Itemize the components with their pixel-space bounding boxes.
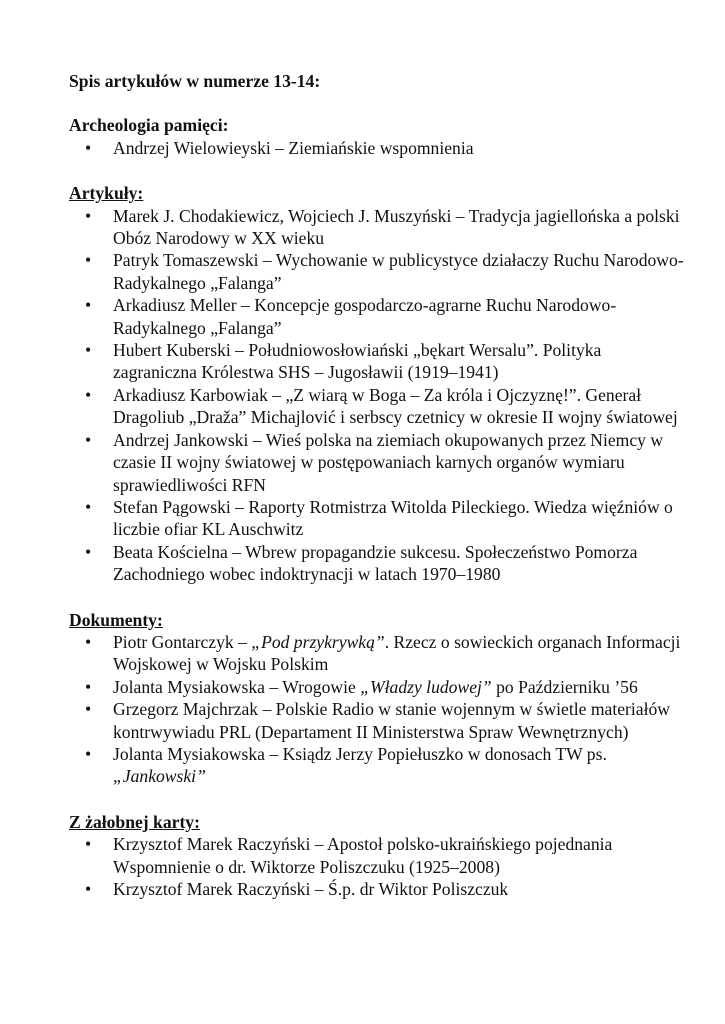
article-text: Andrzej Jankowski – Wieś polska na ziemiach okupowanych przez Niemcy w czasie II wojny światowej w postępowaniach karnych organów wymiaru sprawiedliwości RFN [113,429,664,495]
bullet-icon: • [85,429,92,450]
italic-title-text: „Jankowski” [113,766,206,787]
article-text: Hubert Kuberski – Południowosłowiański „bękart Wersalu”. Polityka zagraniczna Królestwa SHS – Jugosławii (1919–1941) [113,340,602,383]
section-heading: Z żałobnej karty: [69,811,200,832]
article-item [69,294,689,339]
article-item [69,205,689,250]
sections-container [69,114,689,900]
article-item [69,339,689,384]
article-item [69,496,689,541]
article-text: Arkadiusz Karbowiak – „Z wiarą w Boga – Za króla i Ojczyznę!”. Generał Dragoliub „Draža” Michajlović i serbscy czetnicy w okresie II wojny światowej [113,384,678,428]
bullet-icon: • [85,631,92,652]
bullet-icon: • [85,295,92,316]
bullet-icon: • [85,137,92,158]
article-item [69,833,689,878]
section-heading: Artykuły: [69,183,144,204]
italic-title-text: „Pod przykrywką” [251,631,385,652]
article-item [69,137,689,159]
article-item [69,743,689,788]
bullet-icon: • [85,496,92,517]
article-text: Grzegorz Majchrzak – Polskie Radio w stanie wojennym w świetle materiałów kontrwywiadu PRL (Departament II Ministerstwa Spraw Wewnętrznych) [113,699,670,742]
bullet-icon: • [85,340,92,361]
article-text: Arkadiusz Meller – Koncepcje gospodarczo-agrarne Ruchu Narodowo-Radykalnego „Falanga” [113,295,617,338]
article-text: . Rzecz o sowieckich organach Informacji Wojskowej w Wojsku Polskim [113,631,681,675]
article-text: Krzysztof Marek Raczyński – Apostoł polsko-ukraińskiego pojednania Wspomnienie o dr. Wiktorze Poliszczuku (1925–2008) [113,834,613,877]
article-item [69,429,689,496]
article-text: Beata Kościelna – Wbrew propagandzie sukcesu. Społeczeństwo Pomorza Zachodniego wobec indoktrynacji w latach 1970–1980 [113,541,638,585]
article-list [69,205,689,586]
article-text: po Październiku ’56 [491,676,638,697]
bullet-icon: • [85,384,92,405]
article-list [69,833,689,900]
document-page [69,70,689,900]
article-item [69,384,689,429]
italic-title-text: „Władzy ludowej” [360,676,492,697]
article-text: Jolanta Mysiakowska – Ksiądz Jerzy Popiełuszko w donosach TW ps. [113,743,607,764]
article-text: Piotr Gontarczyk – [113,631,252,652]
article-item [69,249,689,294]
bullet-icon: • [85,699,92,720]
article-item [69,541,689,586]
article-item [69,631,689,676]
bullet-icon: • [85,743,92,764]
section-heading: Dokumenty: [69,609,163,630]
article-text: Krzysztof Marek Raczyński – Ś.p. dr Wiktor Poliszczuk [113,879,509,899]
document-title: Spis artykułów w numerze 13-14: [69,71,321,91]
article-text: Andrzej Wielowieyski – Ziemiańskie wspomnienia [113,137,474,158]
article-item [69,676,689,698]
bullet-icon: • [85,676,92,697]
bullet-icon: • [85,205,92,226]
article-text: Patryk Tomaszewski – Wychowanie w publicystyce działaczy Ruchu Narodowo-Radykalnego „Falanga” [113,250,684,293]
article-text: Stefan Pągowski – Raporty Rotmistrza Witolda Pileckiego. Wiedza więźniów o liczbie ofiar KL Auschwitz [113,496,673,540]
bullet-icon: • [85,541,92,562]
bullet-icon: • [85,879,92,899]
bullet-icon: • [85,834,92,855]
article-list [69,631,689,788]
article-item [69,698,689,743]
section-heading: Archeologia pamięci: [69,115,229,136]
article-text: Marek J. Chodakiewicz, Wojciech J. Muszyński – Tradycja jagiellońska a polski Obóz Narodowy w XX wieku [113,205,680,249]
article-item [69,878,689,900]
bullet-icon: • [85,250,92,271]
article-text: Jolanta Mysiakowska – Wrogowie [113,676,361,697]
article-list [69,137,689,159]
